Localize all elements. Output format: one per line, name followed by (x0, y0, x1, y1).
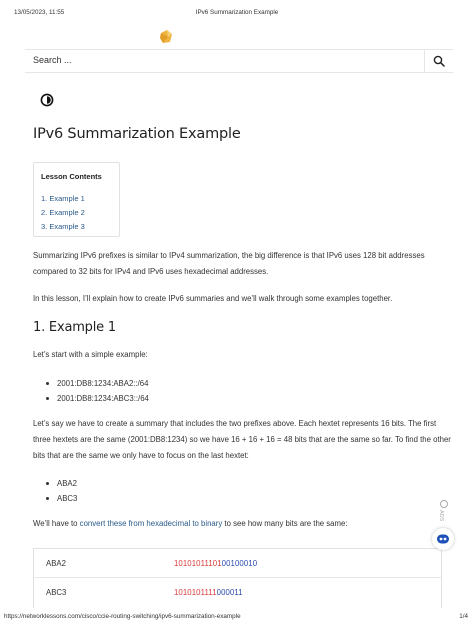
ads-label: ADS (438, 510, 444, 522)
ad-chat-widget (430, 500, 458, 558)
print-header (0, 9, 474, 19)
convert-text-prefix: We’ll have to (33, 519, 80, 528)
table-cell-hextet: ABC3 (46, 588, 67, 597)
list-item: ABA2 (46, 476, 77, 491)
convert-paragraph (33, 516, 451, 532)
print-title: IPv6 Summarization Example (195, 9, 279, 16)
page-title: IPv6 Summarization Example (33, 126, 241, 142)
toc-link-example-3[interactable]: 3. Example 3 (41, 222, 85, 231)
chat-bot-icon[interactable] (432, 528, 454, 550)
search-input[interactable]: Search ... (33, 55, 72, 65)
print-datetime: 13/05/2023, 11:55 (14, 9, 65, 16)
table-cell-hextet: ABA2 (46, 559, 66, 568)
chat-bot-glyph-icon (432, 528, 454, 550)
table-cell-binary (174, 559, 257, 568)
table-row (34, 578, 441, 607)
table-row (34, 549, 441, 578)
binary-matching-bits: 1010101111 (174, 588, 217, 597)
intro-paragraph: Summarizing IPv6 prefixes is similar to IPv4 summarization, the big difference is that IPv6 uses 128 bit addresses compared to 32 bits for IPv4 and IPv6 uses hexadecimal addresses. (33, 251, 425, 276)
print-footer (0, 613, 474, 623)
list-item: 2001:DB8:1234:ABA2::/64 (46, 376, 149, 391)
list-item: ABC3 (46, 491, 77, 506)
print-page-number: 1/4 (459, 613, 468, 620)
hextet-list (46, 476, 77, 506)
search-icon[interactable] (433, 55, 445, 67)
prefix-list (46, 376, 149, 406)
section-title-example-1: 1. Example 1 (33, 320, 116, 335)
binary-matching-bits: 10101011101 (174, 559, 222, 568)
search-bar[interactable] (25, 49, 453, 73)
lesson-contents-box (33, 162, 120, 237)
convert-text-suffix: to see how many bits are the same: (222, 519, 348, 528)
toc-link-example-1[interactable]: 1. Example 1 (41, 194, 85, 203)
print-url: https://networklessons.com/cisco/ccie-routing-switching/ipv6-summarization-example (4, 613, 241, 620)
dark-mode-toggle-icon[interactable] (40, 93, 54, 107)
binary-table (33, 548, 442, 608)
table-cell-binary (174, 588, 243, 597)
toc-title: Lesson Contents (41, 172, 102, 181)
example-lead-text: Let’s start with a simple example: (33, 350, 148, 359)
hex-to-binary-link[interactable]: convert these from hexadecimal to binary (79, 519, 223, 528)
toc-link-example-2[interactable]: 2. Example 2 (41, 208, 85, 217)
list-item: 2001:DB8:1234:ABC3::/64 (46, 391, 149, 406)
binary-different-bits: 000011 (216, 588, 243, 597)
site-logo-icon[interactable] (158, 29, 174, 45)
ad-info-icon[interactable] (440, 500, 448, 508)
summary-paragraph: Let’s say we have to create a summary that includes the two prefixes above. Each hextet represents 16 bits. The first three hextets are the same (2001:DB8:1234) so we have 16 + 16 + 16 = 48 bits that are the same so far. To find the other bits that are the same we only have to focus on the last hextet: (33, 419, 451, 460)
lesson-paragraph: In this lesson, I’ll explain how to create IPv6 summaries and we’ll walk through some examples together. (33, 294, 393, 303)
search-divider (424, 50, 425, 72)
binary-different-bits: 00100010 (221, 559, 258, 568)
